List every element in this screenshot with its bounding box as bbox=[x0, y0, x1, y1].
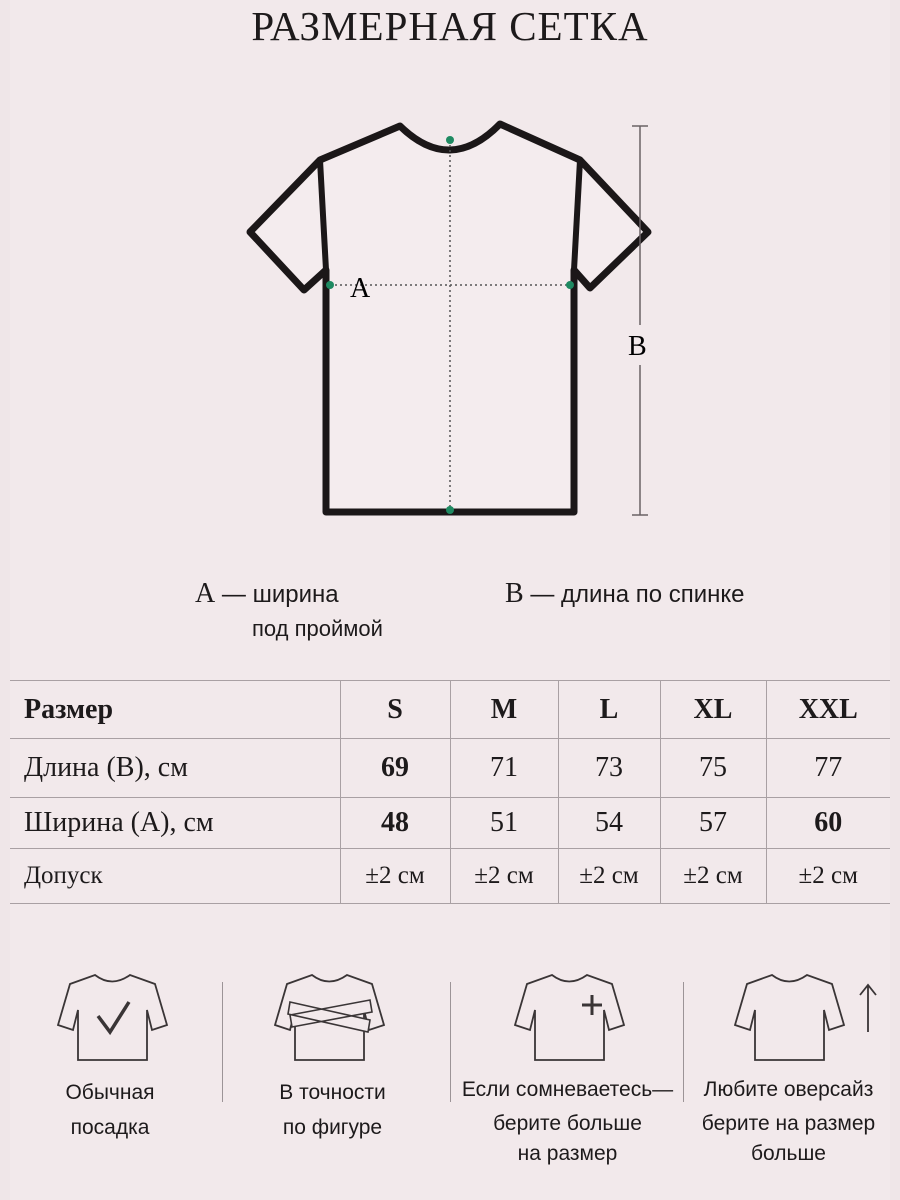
tip-caption-exact-fit: В точности по фигуре bbox=[279, 1081, 386, 1139]
legend-a: A — ширина bbox=[195, 578, 339, 609]
tip-caption-oversize: Любите оверсайз берите на размер больше bbox=[701, 1078, 876, 1165]
tip-caption-regular-fit: Обычная посадка bbox=[65, 1081, 155, 1139]
table-row: Длина (B), см 69 71 73 75 77 bbox=[10, 739, 890, 798]
tip-caption-if-in-doubt: Если сомневаетесь— берите больше на размер bbox=[461, 1078, 674, 1165]
tshirt-plus-icon bbox=[512, 970, 627, 1065]
tshirt-check-icon bbox=[55, 970, 170, 1065]
tshirt-measuring-tape-icon bbox=[272, 970, 387, 1065]
table-header-row: Размер S M L XL XXL bbox=[10, 681, 890, 739]
legend-a-sub: под проймой bbox=[252, 616, 383, 641]
size-table bbox=[10, 680, 890, 904]
tshirt-outline-icon bbox=[250, 124, 648, 512]
legend-b: B — длина по спинке bbox=[505, 578, 745, 609]
table-row: Допуск ±2 см ±2 см ±2 см ±2 см ±2 см bbox=[10, 849, 890, 904]
divider bbox=[222, 982, 223, 1102]
tshirt-diagram bbox=[240, 110, 670, 530]
table-row: Ширина (A), см 48 51 54 57 60 bbox=[10, 798, 890, 849]
tshirt-arrow-up-icon bbox=[732, 970, 882, 1065]
page-title: РАЗМЕРНАЯ СЕТКА bbox=[251, 3, 649, 49]
label-a: A bbox=[350, 273, 371, 304]
label-b: B bbox=[628, 331, 647, 362]
